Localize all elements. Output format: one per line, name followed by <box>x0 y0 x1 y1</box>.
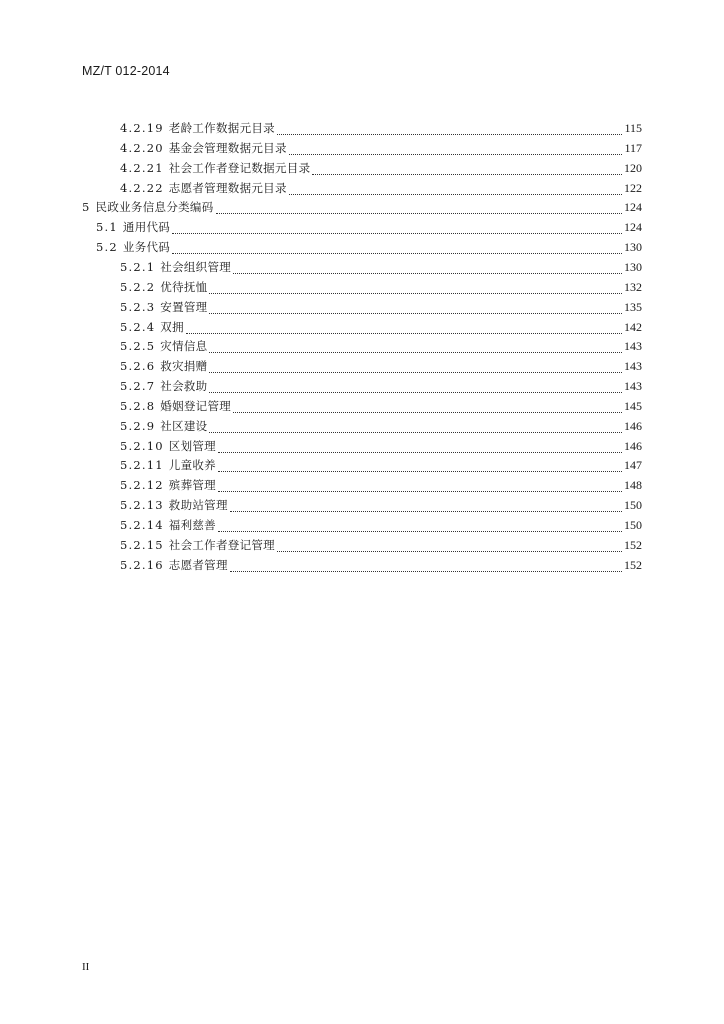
toc-entry-title: 志愿者管理数据元目录 <box>168 180 287 195</box>
toc-entry-number: 5.2.5 <box>120 339 156 354</box>
toc-entry-title: 老龄工作数据元目录 <box>168 121 275 135</box>
toc-entry-number: 5.2.8 <box>120 398 156 413</box>
toc-entry-number: 5.2 <box>96 240 118 255</box>
toc-entry-title: 民政业务信息分类编码 <box>95 200 214 215</box>
toc-entry[interactable] <box>120 160 642 180</box>
toc-entry-number: 5.2.9 <box>120 418 156 433</box>
dot-leader <box>233 412 622 413</box>
toc-entry-page: 130 <box>624 240 642 255</box>
dot-leader <box>209 372 622 373</box>
toc-entry-title: 志愿者管理 <box>168 557 228 572</box>
standard-code-header: MZ/T 012-2014 <box>82 64 170 78</box>
dot-leader <box>172 233 622 234</box>
toc-entry-title: 儿童收养 <box>168 458 216 473</box>
dot-leader <box>289 194 622 195</box>
dot-leader <box>172 253 622 254</box>
toc-entry-title: 灾情信息 <box>160 339 208 354</box>
toc-entry-page: 147 <box>624 458 642 473</box>
toc-entry-number: 5.2.15 <box>120 537 164 552</box>
toc-entry-title: 社区建设 <box>160 418 208 433</box>
toc-entry-page: 135 <box>624 299 642 314</box>
toc-entry-page: 124 <box>624 200 642 215</box>
toc-entry-title: 双拥 <box>160 319 184 334</box>
toc-entry[interactable] <box>120 180 642 200</box>
dot-leader <box>209 432 622 433</box>
dot-leader <box>230 571 622 572</box>
toc-entry[interactable] <box>120 537 642 557</box>
toc-entry-number: 5.2.4 <box>120 319 156 334</box>
toc-entry-number: 4.2.21 <box>120 160 164 175</box>
toc-entry[interactable] <box>120 259 642 279</box>
toc-entry-title: 区划管理 <box>168 438 216 453</box>
dot-leader <box>209 392 622 393</box>
toc-entry[interactable] <box>120 378 642 398</box>
dot-leader <box>230 511 622 512</box>
toc-entry-title: 社会救助 <box>160 379 208 394</box>
toc-entry-title: 安置管理 <box>160 299 208 314</box>
toc-entry-title: 业务代码 <box>122 240 171 255</box>
dot-leader <box>216 213 622 214</box>
toc-entry[interactable] <box>120 120 642 140</box>
dot-leader <box>233 273 622 274</box>
toc-entry-title: 优待抚恤 <box>160 279 208 294</box>
toc-entry-number: 5.2.10 <box>120 438 164 453</box>
toc-entry-page: 150 <box>624 518 642 532</box>
dot-leader <box>186 333 622 334</box>
toc-entry-title: 基金会管理数据元目录 <box>168 140 287 155</box>
toc-entry[interactable] <box>120 457 642 477</box>
toc-entry-number: 4.2.20 <box>120 140 164 155</box>
toc-entry-page: 146 <box>624 418 642 433</box>
toc-entry[interactable] <box>120 418 642 438</box>
toc-entry-number: 5.2.6 <box>120 359 156 374</box>
toc-entry[interactable] <box>120 279 642 299</box>
toc-entry[interactable] <box>120 477 642 497</box>
toc-entry-title: 通用代码 <box>122 220 171 235</box>
dot-leader <box>218 531 622 532</box>
toc-entry-number: 5.2.16 <box>120 557 164 572</box>
dot-leader <box>209 313 622 314</box>
dot-leader <box>218 491 622 492</box>
toc-entry-number: 5.2.7 <box>120 379 156 394</box>
toc-entry[interactable] <box>120 299 642 319</box>
dot-leader <box>312 174 622 175</box>
toc-entry-number: 5 <box>82 200 91 215</box>
dot-leader <box>277 551 622 552</box>
toc-entry-number: 5.2.11 <box>120 458 164 473</box>
toc-entry-page: 143 <box>624 339 642 354</box>
dot-leader <box>209 352 622 353</box>
toc-entry-title: 社会组织管理 <box>160 259 232 274</box>
toc-entry-page: 115 <box>624 121 642 135</box>
toc-entry[interactable] <box>96 239 642 259</box>
toc-entry-page: 143 <box>624 359 642 374</box>
dot-leader <box>277 134 622 135</box>
toc-entry[interactable] <box>120 398 642 418</box>
toc-entry-page: 117 <box>624 140 642 155</box>
toc-entry[interactable] <box>120 438 642 458</box>
toc-entry-page: 152 <box>624 537 642 552</box>
toc-entry-page: 132 <box>624 279 642 294</box>
dot-leader <box>218 471 622 472</box>
toc-entry-page: 130 <box>624 259 642 274</box>
toc-entry-title: 救灾捐赠 <box>160 359 208 374</box>
toc-entry-page: 120 <box>624 160 642 175</box>
dot-leader <box>209 293 622 294</box>
toc-entry-title: 社会工作者登记数据元目录 <box>168 160 311 175</box>
toc-entry-title: 社会工作者登记管理 <box>168 537 275 552</box>
toc-entry[interactable] <box>120 140 642 160</box>
toc-entry-number: 5.2.3 <box>120 299 156 314</box>
toc-entry-page: 150 <box>624 498 642 513</box>
toc-entry-page: 143 <box>624 379 642 394</box>
toc-entry[interactable] <box>82 199 642 219</box>
toc-entry-number: 5.2.13 <box>120 498 164 513</box>
toc-entry-number: 4.2.19 <box>120 121 164 135</box>
toc-entry-page: 124 <box>624 220 642 235</box>
toc-entry-title: 救助站管理 <box>168 498 228 513</box>
toc-entry[interactable] <box>120 338 642 358</box>
toc-entry-number: 5.2.12 <box>120 478 164 493</box>
toc-entry-number: 5.2.1 <box>120 259 156 274</box>
toc-entry-page: 122 <box>624 180 642 195</box>
toc-entry-page: 146 <box>624 438 642 453</box>
toc-entry-number: 5.2.14 <box>120 518 164 532</box>
page-number: II <box>82 961 90 973</box>
toc-entry[interactable] <box>120 358 642 378</box>
toc-entry-title: 婚姻登记管理 <box>160 398 232 413</box>
toc-entry-number: 4.2.22 <box>120 180 164 195</box>
toc-entry[interactable] <box>120 517 642 537</box>
toc-entry[interactable] <box>120 319 642 339</box>
toc-entry-page: 145 <box>624 398 642 413</box>
toc-entry[interactable] <box>120 497 642 517</box>
toc-entry-title: 福利慈善 <box>168 518 216 532</box>
toc-entry[interactable] <box>120 557 642 577</box>
toc-entry-page: 142 <box>624 319 642 334</box>
toc-entry-title: 殡葬管理 <box>168 478 216 493</box>
toc-entry[interactable] <box>96 219 642 239</box>
dot-leader <box>218 452 622 453</box>
toc-entry-number: 5.2.2 <box>120 279 156 294</box>
dot-leader <box>289 154 623 155</box>
toc-entry-number: 5.1 <box>96 220 118 235</box>
toc-entry-page: 152 <box>624 557 642 572</box>
toc-entry-page: 148 <box>624 478 642 493</box>
